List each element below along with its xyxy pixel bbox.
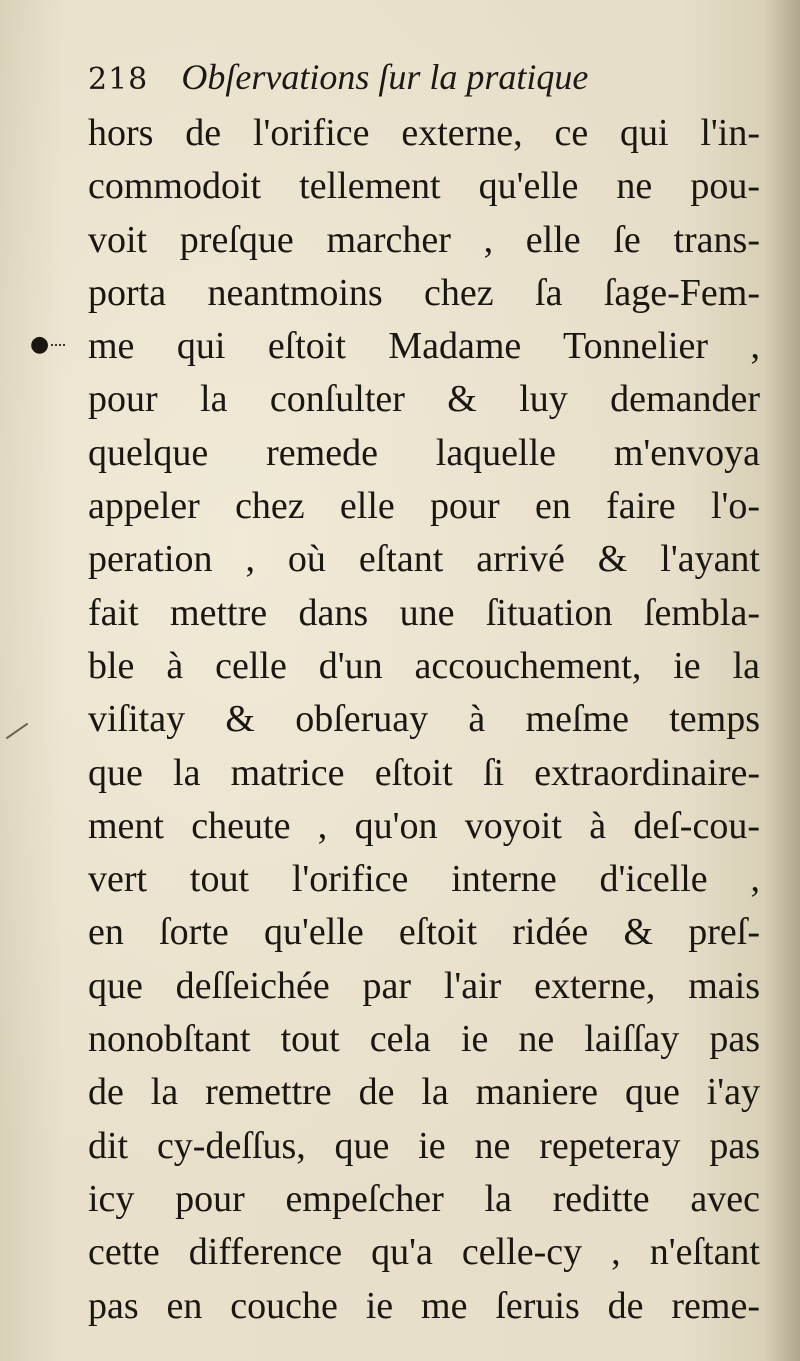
margin-marker — [30, 332, 65, 357]
text-line: que deſſeichée par l'air externe, mais — [88, 964, 760, 1007]
text-line: ble à celle d'un accouchement, ie la — [88, 644, 760, 687]
text-line: de la remettre de la maniere que i'ay — [88, 1071, 760, 1114]
text-line: que la matrice eſtoit ſi extraordinaire- — [88, 751, 760, 794]
page-number: 218 — [88, 62, 149, 97]
text-line: pour la conſulter & luy demander — [88, 378, 760, 421]
text-line: fait mettre dans une ſituation ſembla- — [88, 591, 760, 634]
text-line: en ſorte qu'elle eſtoit ridée & preſ- — [88, 911, 760, 954]
text-line: nonobſtant tout cela ie ne laiſſay pas — [88, 1018, 760, 1061]
page-header — [88, 56, 588, 106]
stray-ink-mark — [6, 723, 28, 740]
text-line: commodoit tellement qu'elle ne pou- — [88, 165, 760, 208]
running-title: Obſervations ſur la pratique — [181, 57, 589, 97]
text-line: peration , où eſtant arrivé & l'ayant — [88, 538, 760, 581]
bullet-marker-icon: ● — [30, 332, 50, 357]
text-line: appeler chez elle pour en faire l'o- — [88, 485, 760, 528]
text-line: cette difference qu'a celle-cy , n'eſtant — [88, 1231, 760, 1274]
page-edge-shadow — [764, 0, 800, 1361]
text-line: me qui eſtoit Madame Tonnelier , — [88, 325, 760, 368]
text-line: hors de l'orifice externe, ce qui l'in- — [88, 112, 760, 154]
text-line: vert tout l'orifice interne d'icelle , — [88, 858, 760, 901]
text-line: voit preſque marcher , elle ſe trans- — [88, 218, 760, 261]
text-line: porta neantmoins chez ſa ſage-Fem- — [88, 271, 760, 314]
body-text — [88, 107, 760, 1333]
text-line: viſitay & obſeruay à meſme temps — [88, 698, 760, 741]
text-line: dit cy-deſſus, que ie ne repeteray pas — [88, 1124, 760, 1167]
text-line: pas en couche ie me ſeruis de reme- — [88, 1284, 760, 1327]
text-line: icy pour empeſcher la reditte avec — [88, 1177, 760, 1220]
dotted-leader — [51, 344, 65, 346]
text-line: ment cheute , qu'on voyoit à deſ-cou- — [88, 804, 760, 847]
text-line: quelque remede laquelle m'envoya — [88, 431, 760, 474]
